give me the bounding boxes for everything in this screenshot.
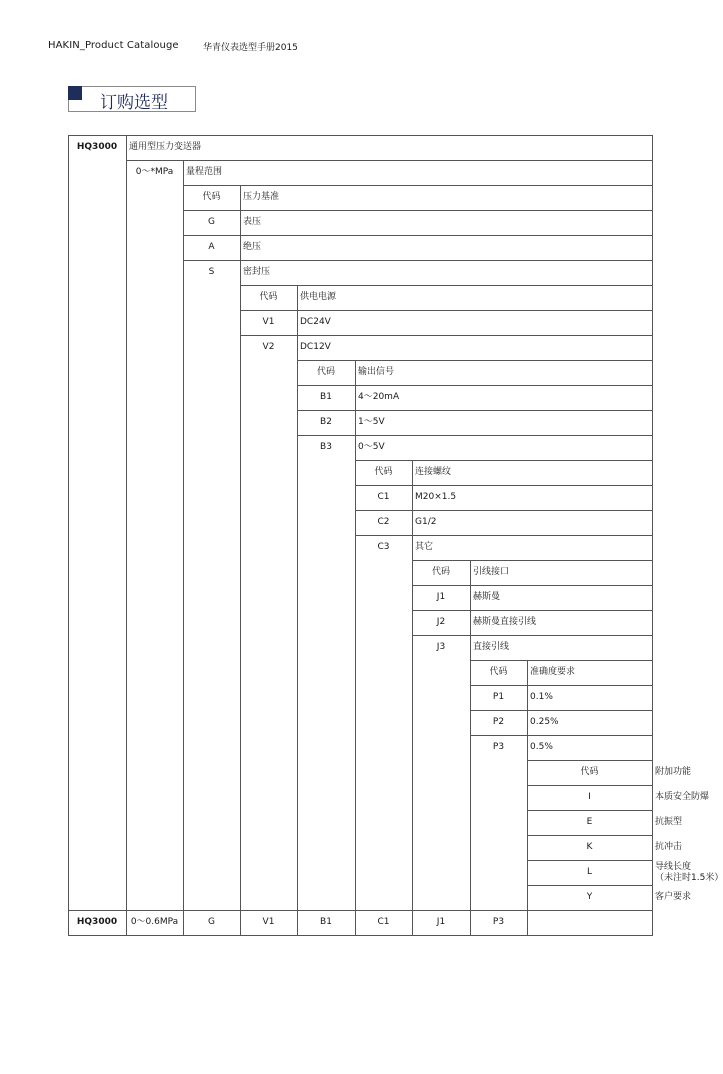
example-code: J1 — [436, 917, 446, 927]
option-label: 0.1% — [530, 692, 553, 702]
option-label: 绝压 — [243, 242, 262, 252]
row-divider — [412, 585, 653, 586]
option-code: G — [208, 217, 215, 227]
option-code: B2 — [320, 417, 332, 427]
column-divider — [412, 460, 413, 560]
option-code: B3 — [320, 442, 332, 452]
level-header-label: 供电电源 — [300, 292, 337, 302]
column-divider — [527, 660, 528, 760]
row-divider — [297, 385, 653, 386]
column-divider — [126, 135, 127, 935]
row-divider — [412, 635, 653, 636]
option-code: S — [208, 267, 215, 277]
option-code: P3 — [492, 742, 505, 752]
row-divider — [412, 560, 653, 561]
row-divider — [470, 660, 653, 661]
section-title: 订购选型 — [100, 93, 168, 113]
catalogue-subtitle: 华青仪表选型手册2015 — [203, 43, 298, 53]
row-divider — [355, 535, 653, 536]
row-divider — [470, 735, 653, 736]
option-label: M20×1.5 — [415, 492, 457, 502]
option-code: J3 — [436, 642, 446, 652]
column-divider — [355, 360, 356, 460]
row-divider — [355, 460, 653, 461]
row-divider — [183, 185, 653, 186]
example-code: B1 — [320, 917, 332, 927]
row-divider — [470, 710, 653, 711]
column-divider — [297, 285, 298, 360]
option-label: 4～20mA — [358, 392, 400, 402]
option-label: G1/2 — [415, 517, 437, 527]
option-label: 抗冲击 — [655, 842, 683, 852]
option-code: V2 — [262, 342, 275, 352]
row-divider — [297, 435, 653, 436]
level-header-label: 附加功能 — [655, 767, 692, 777]
row-divider — [527, 885, 653, 886]
option-code: J2 — [436, 617, 446, 627]
level-header-code: 代码 — [431, 567, 450, 577]
row-divider — [527, 760, 653, 761]
option-label: 本质安全防爆 — [655, 792, 710, 802]
option-label: DC24V — [300, 317, 331, 327]
option-label: 0.5% — [530, 742, 553, 752]
row-divider — [355, 485, 653, 486]
row-divider — [240, 335, 653, 336]
option-code: V1 — [262, 317, 275, 327]
catalogue-title: HAKIN_Product Catalouge — [48, 40, 179, 51]
option-label: 直接引线 — [473, 642, 510, 652]
option-code: P2 — [492, 717, 505, 727]
option-code: C3 — [377, 542, 390, 552]
row-divider — [68, 910, 653, 911]
row-divider — [183, 210, 653, 211]
level-header-label: 输出信号 — [358, 367, 395, 377]
option-code: Y — [586, 892, 593, 902]
row-divider — [527, 810, 653, 811]
example-code: V1 — [262, 917, 275, 927]
option-label: 密封压 — [243, 267, 271, 277]
option-label: 其它 — [415, 542, 434, 552]
row-divider — [68, 935, 653, 936]
row-divider — [527, 785, 653, 786]
level-header-label: 压力基准 — [243, 192, 280, 202]
example-code: G — [208, 917, 215, 927]
option-label: 1～5V — [358, 417, 385, 427]
row-divider — [470, 685, 653, 686]
level-header-code: 代码 — [489, 667, 508, 677]
row-divider — [355, 510, 653, 511]
option-code: P1 — [492, 692, 505, 702]
level-header-code: 代码 — [316, 367, 335, 377]
option-label: 赫斯曼 — [473, 592, 501, 602]
row-divider — [240, 285, 653, 286]
level-header-label: 引线接口 — [473, 567, 510, 577]
option-label: 0.25% — [530, 717, 559, 727]
row-divider — [126, 160, 653, 161]
level-header-code: 代码 — [202, 192, 221, 202]
option-label: 0～5V — [358, 442, 385, 452]
column-divider — [240, 285, 241, 935]
range-label: 量程范围 — [186, 167, 223, 177]
row-divider — [240, 310, 653, 311]
column-divider — [240, 185, 241, 285]
row-divider — [297, 360, 653, 361]
option-code: K — [586, 842, 593, 852]
option-label: 客户要求 — [655, 892, 692, 902]
table-border-left — [68, 135, 69, 936]
column-divider — [470, 560, 471, 660]
column-divider — [652, 910, 653, 935]
level-header-code: 代码 — [374, 467, 393, 477]
column-divider — [355, 460, 356, 935]
option-label: 赫斯曼直接引线 — [473, 617, 537, 627]
option-code: L — [586, 867, 592, 877]
level-header-code: 代码 — [259, 292, 278, 302]
row-divider — [527, 835, 653, 836]
column-divider — [652, 760, 653, 910]
level-header-label: 连接螺纹 — [415, 467, 452, 477]
row-divider — [297, 410, 653, 411]
example-code: HQ3000 — [76, 917, 118, 927]
range-code: 0～*MPa — [135, 167, 174, 177]
level-header-code: 代码 — [580, 767, 599, 777]
row-divider — [68, 135, 653, 136]
model-code: HQ3000 — [76, 142, 118, 152]
option-label: 抗振型 — [655, 817, 683, 827]
example-code: 0～0.6MPa — [130, 917, 179, 927]
row-divider — [183, 235, 653, 236]
example-code: P3 — [492, 917, 505, 927]
option-label: 表压 — [243, 217, 262, 227]
row-divider — [183, 260, 653, 261]
section-marker — [68, 86, 82, 100]
option-code: I — [588, 792, 591, 802]
option-label: 导线长度 （未注时1.5米） — [655, 861, 723, 883]
option-code: B1 — [320, 392, 332, 402]
row-divider — [412, 610, 653, 611]
option-code: C2 — [377, 517, 390, 527]
option-code: C1 — [377, 492, 390, 502]
example-code: C1 — [377, 917, 390, 927]
option-label: DC12V — [300, 342, 331, 352]
option-code: J1 — [436, 592, 446, 602]
option-code: E — [586, 817, 593, 827]
row-divider — [527, 860, 653, 861]
option-code: A — [208, 242, 215, 252]
level-header-label: 准确度要求 — [530, 667, 576, 677]
model-name: 通用型压力变送器 — [129, 142, 202, 152]
